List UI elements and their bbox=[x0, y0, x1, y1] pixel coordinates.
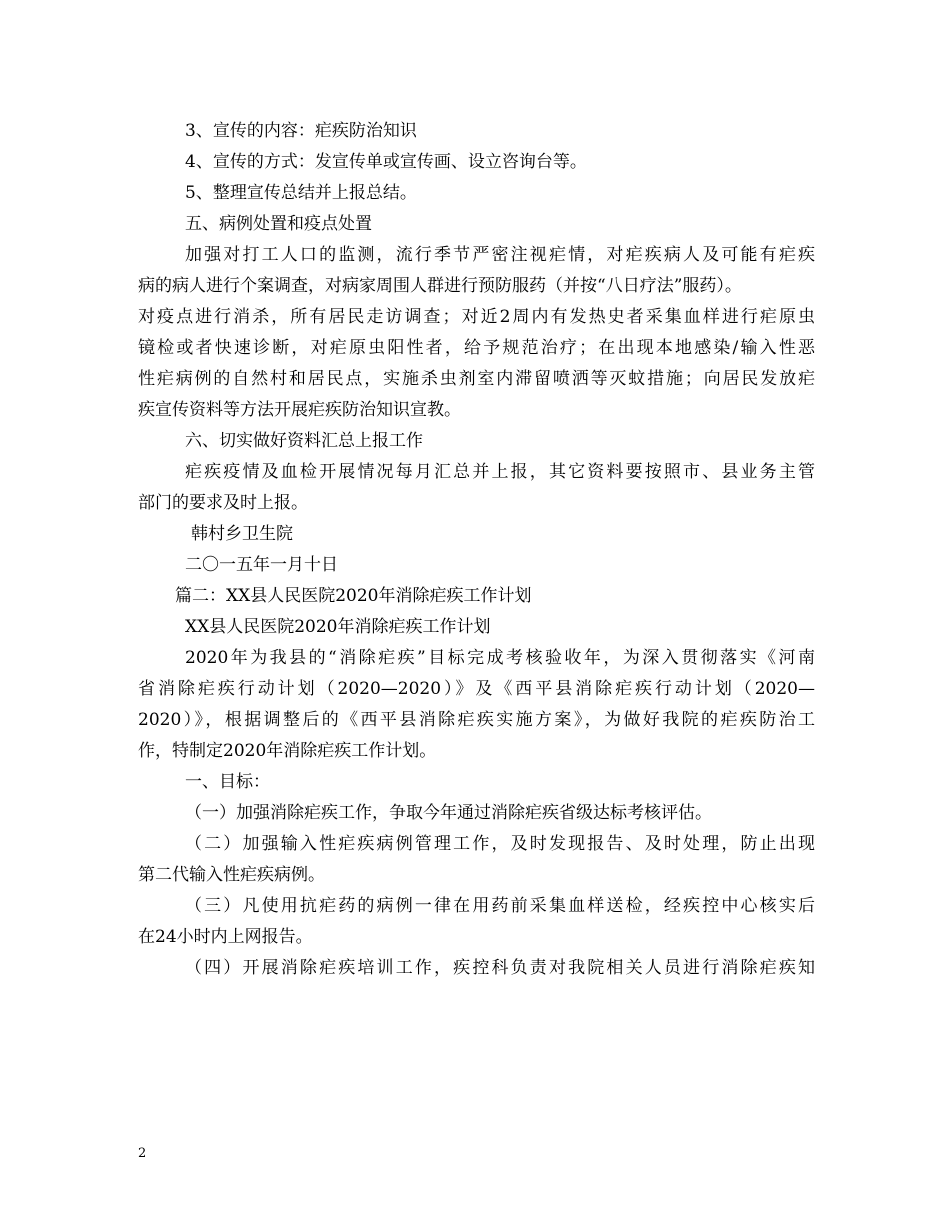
goal-item-1: （一）加强消除疟疾工作，争取今年通过消除疟疾省级达标考核评估。 bbox=[185, 803, 712, 823]
text-line-12: 疟疾疫情及血检开展情况每月汇总并上报，其它资料要按照市、县业务主管 bbox=[185, 462, 815, 482]
text-line-20: 2020）》，根据调整后的《西平县消除疟疾实施方案》，为做好我院的疟疾防治工 bbox=[138, 710, 815, 730]
document-body bbox=[138, 116, 815, 984]
page-number: 2 bbox=[138, 1146, 147, 1161]
text-line-18: 2020年为我县的“消除疟疾”目标完成考核验收年，为深入贯彻落实《河南 bbox=[185, 648, 815, 668]
section-heading-5: 五、病例处置和疫点处置 bbox=[185, 214, 372, 234]
part-two-title: 篇二：XX县人民医院2020年消除疟疾工作计划 bbox=[175, 586, 532, 606]
goal-item-4: （四）开展消除疟疾培训工作，疾控科负责对我院相关人员进行消除疟疾知 bbox=[185, 958, 815, 978]
signature-date: 二〇一五年一月十日 bbox=[185, 555, 338, 575]
signature-organization: 韩村乡卫生院 bbox=[191, 524, 293, 544]
text-line-6: 病的病人进行个案调查，对病家周围人群进行预防服药（并按“八日疗法”服药）。 bbox=[138, 276, 742, 296]
section-heading-6: 六、切实做好资料汇总上报工作 bbox=[185, 431, 423, 451]
text-line-2: 4、宣传的方式：发宣传单或宣传画、设立咨询台等。 bbox=[185, 152, 587, 172]
goal-item-3: （三）凡使用抗疟药的病例一律在用药前采集血样送检，经疾控中心核实后 bbox=[185, 896, 815, 916]
text-line-19: 省消除疟疾行动计划（2020—2020）》及《西平县消除疟疾行动计划（2020— bbox=[138, 679, 815, 699]
plan-title: XX县人民医院2020年消除疟疾工作计划 bbox=[185, 617, 491, 637]
text-line-8: 镜检或者快速诊断，对疟原虫阳性者，给予规范治疗；在出现本地感染/输入性恶 bbox=[138, 338, 815, 358]
goal-item-2: （二）加强输入性疟疾病例管理工作，及时发现报告、及时处理，防止出现 bbox=[185, 834, 815, 854]
text-line-3: 5、整理宣传总结并上报总结。 bbox=[185, 183, 417, 203]
goal-heading: 一、目标： bbox=[185, 772, 270, 792]
goal-item-2-continued: 第二代输入性疟疾病例。 bbox=[138, 865, 325, 885]
text-line-1: 3、宣传的内容：疟疾防治知识 bbox=[185, 121, 417, 141]
goal-item-3-continued: 在24小时内上网报告。 bbox=[138, 927, 313, 947]
text-line-9: 性疟病例的自然村和居民点，实施杀虫剂室内滞留喷洒等灭蚊措施；向居民发放疟 bbox=[138, 369, 815, 389]
text-line-5: 加强对打工人口的监测，流行季节严密注视疟情，对疟疾病人及可能有疟疾 bbox=[185, 245, 815, 265]
text-line-10: 疾宣传资料等方法开展疟疾防治知识宣教。 bbox=[138, 400, 461, 420]
text-line-7: 对疫点进行消杀，所有居民走访调查；对近2周内有发热史者采集血样进行疟原虫 bbox=[138, 307, 815, 327]
text-line-13: 部门的要求及时上报。 bbox=[138, 493, 308, 513]
text-line-21: 作，特制定2020年消除疟疾工作计划。 bbox=[138, 741, 437, 761]
